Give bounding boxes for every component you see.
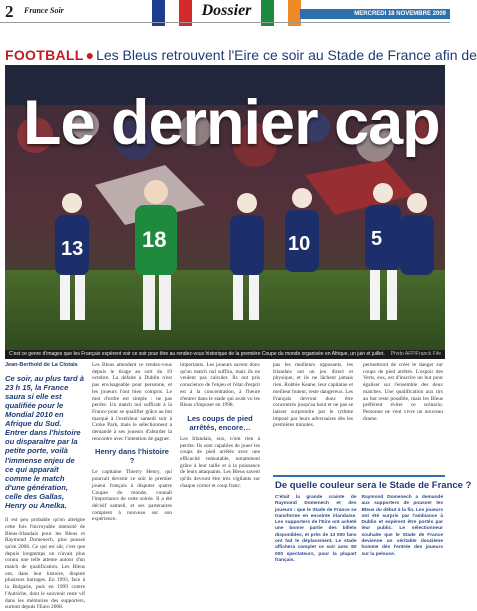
sidebar-column-2: Raymond Domenech a demandé aux supporters de pousser les Bleus du début à la fin. Les joueurs ont été surpris par l'ambiance à Dublin et espèrent être portés par leur public. Le sélectionneur souhaite que le Stade de France devienne un véritable douzième homme dès l'entrée des joueurs sur la pelouse. (361, 495, 443, 557)
shirt-number: 18 (142, 227, 167, 252)
body-paragraph: importants. Les joueurs savent donc qu'un match nul suffira, mais ils ne veulent pas calculer. Ils ont pris conscience de l'enjeu et l'état d'esprit est à la concentration, à l'heure d'entrer dans le stade qui avait vu les Bleus s'imposer en 1998. (180, 362, 260, 409)
lede: Ce soir, au plus tard à 23 h 15, la France saura si elle est qualifiée pour le Mondial 2010 en Afrique du Sud. Entrer dans l'histoire ou disparaître par la petite porte, voilà l'immense enjeu de ce qui apparaît comme le match d'une génération, celle des Gallas, Henry ou Anelka. (5, 373, 84, 511)
sidebar-title: De quelle couleur sera le Stade de France ? (275, 480, 472, 491)
subhead: Les coups de pied arrêtés, encore… (187, 413, 253, 432)
article-column-2 (92, 362, 172, 525)
header-rule (0, 22, 450, 23)
sidebar-columns (273, 493, 445, 566)
photo-caption (5, 350, 445, 359)
body-paragraph: Le capitaine Thierry Henry, qui pourrait devenir ce soir le premier joueur français à disputer quatre Coupes du monde, connaît l'importance de cette soirée. Il a été décisif samedi, et ses partenaires comptent à nouveau sur son expérience. (92, 469, 172, 523)
shirt-number: 5 (371, 228, 383, 250)
byline: Jean-Berthold de La Clotais (5, 362, 78, 368)
lead-photo (5, 65, 445, 350)
shirt-number: 13 (61, 238, 84, 260)
caption-text: C'est ce genre d'images que les Français espèrent voir ce soir pour être au rendez-vous historique de la première Coupe du monde organisée en Afrique, un juin et juillet. (9, 351, 385, 357)
page-header (0, 0, 450, 40)
kicker-line (5, 47, 477, 63)
article-column-1 (5, 362, 85, 611)
headline: Le dernier cap (23, 88, 440, 158)
body-paragraph: Les Irlandais, eux, n'ont rien à perdre. Ils sont capables de jouer les coups de pied arrêtés avec une efficacité redoutable, notamment grâce à leur taille et à la puissance de leurs attaquants. Les Bleus savent qu'ils devront être très vigilants sur chaque corner et coup franc. (180, 435, 260, 489)
kicker-text: Les Bleus retrouvent l'Eire ce soir au Stade de France afin de (96, 47, 477, 63)
photo-credit: Photo AFP/Franck Fife (390, 351, 441, 357)
kicker-label: FOOTBALL (5, 47, 84, 63)
brand-name: France Soir (24, 6, 64, 15)
page-number: 2 (5, 2, 14, 21)
article-column-4 (273, 362, 353, 431)
bullet-icon: ● (85, 47, 95, 63)
shirt-number: 10 (288, 233, 311, 255)
body-paragraph: pas les meilleurs opposants, les Irlandais ont un jeu direct et physique, et ils ne lâchent jamais rien. Robbie Keane, leur capitaine et meilleur buteur, reste dangereux. Les Français devront donc être concentrés jusqu'au bout et ne pas se laisser surprendre par le rythme imposé par leurs adversaires dès les premières minutes. (273, 362, 354, 429)
body-paragraph: Il est peu probable qu'on atteigne cette fois l'incroyable intensité de Bleus-Irlandais pour les Bleus et Raymond Domenech, plus poussé qu'en 2006. Ce qui est sûr, c'est que depuis longtemps on n'avait plus connu une telle attente autour d'un match de qualification. Les Bleus ont, dans leur histoire, disputé plusieurs barrages. En 1993, face à la Bulgarie, puis en 1999 contre l'Autriche, dont le souvenir reste vif dans les mémoires des supporters, surtout depuis l'Euro 2008. (5, 517, 85, 611)
section-label: Dossier (201, 2, 252, 19)
article-column-5 (363, 362, 443, 424)
sidebar-box (273, 475, 472, 597)
body-paragraph: Les Bleus attendent ce rendez-vous depuis le tirage au sort du 19 octobre. La défaite à Dublin n'est pas envisageable pour personne, et les joueurs l'ont bien compris. Le mot d'ordre est simple : ne pas perdre. Un match nul suffirait à la France pour se qualifier grâce au but marqué à l'extérieur samedi soir à Croke Park, mais le sélectionneur a demandé à ses joueurs d'aborder la rencontre avec l'intention de gagner. (92, 362, 172, 442)
body-paragraph: permettront de créer le danger sur coups de pied arrêtés. L'espoir des Verts, eux, est d'inscrire un but pour égaliser sur l'ensemble des deux matches. Une qualification aux tirs au but reste possible, mais les Bleus préfèrent éviter ce scénario. Personne ne veut vivre un nouveau drame. (363, 362, 443, 422)
subhead: Henry dans l'histoire ? (95, 447, 169, 466)
sidebar-column-1: C'était la grande crainte de Raymond Domenech et des joueurs : que le Stade de France se transforme en enceinte irlandaise. Les supporters de l'Eire ont acheté une bonne partie des billets disponibles, et près de 13 000 fans ont fait le déplacement. Le stade affichera complet ce soir avec 80 000 spectateurs, pour la plupart français. (275, 495, 357, 563)
article-column-3 (180, 362, 260, 492)
issue-date: MERCREDI 18 NOVEMBRE 2009 (300, 9, 450, 19)
